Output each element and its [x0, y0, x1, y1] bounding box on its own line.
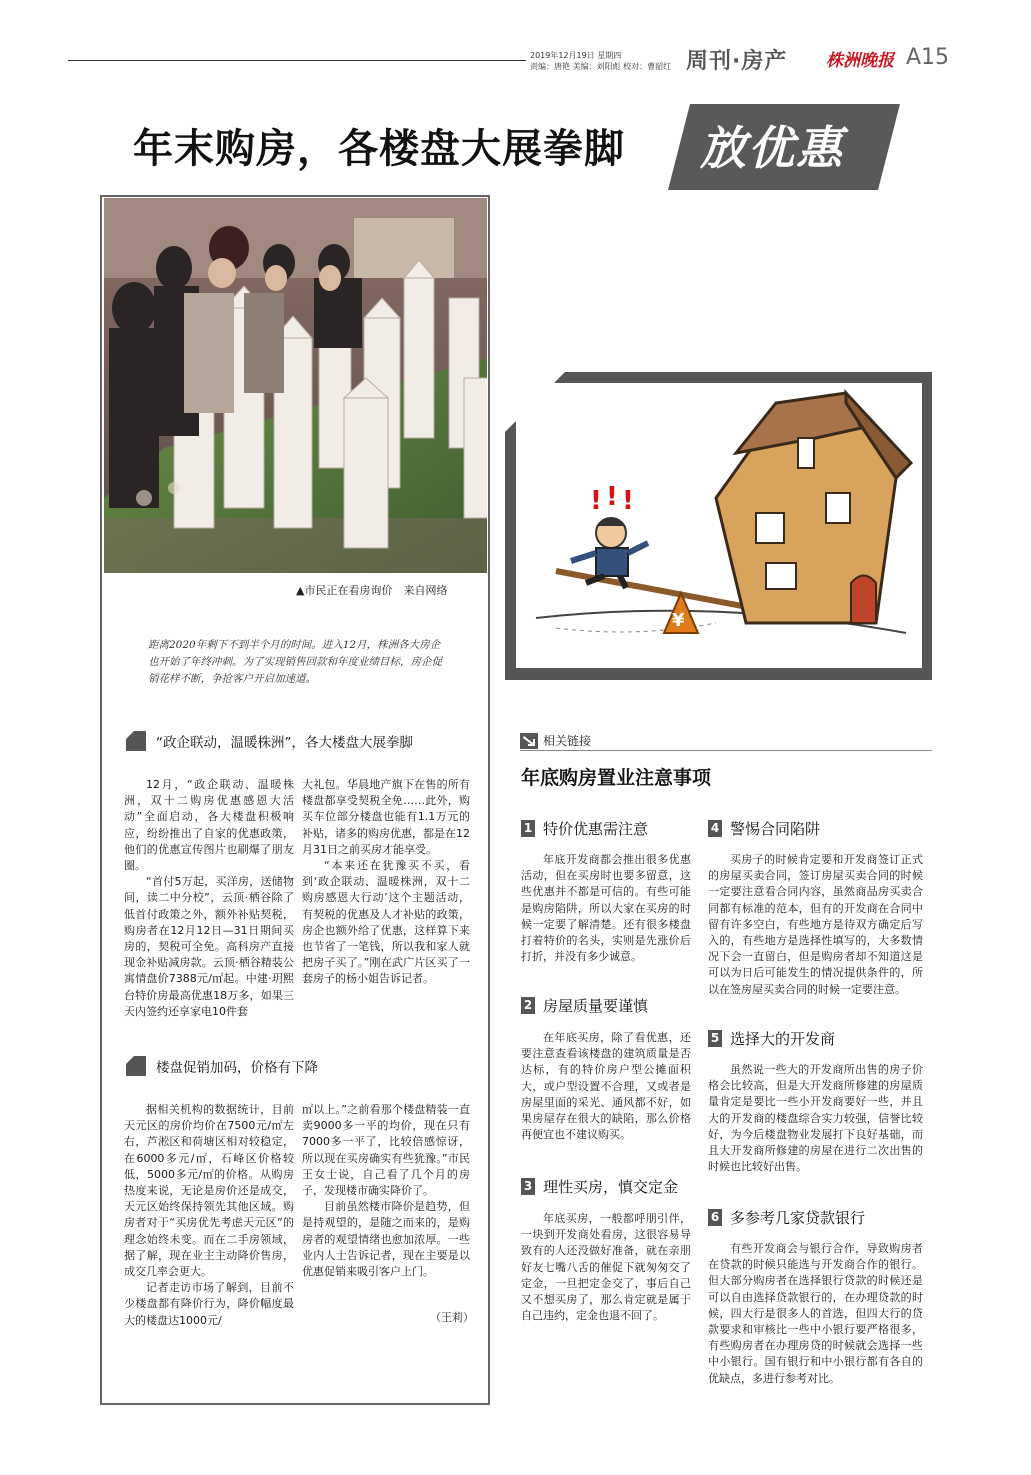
tip-body-5 [708, 1062, 923, 1175]
related-rule [520, 750, 932, 751]
section2-col2 [302, 1102, 470, 1280]
speech-bubble-icon [126, 1056, 146, 1076]
related-link-label: 相关链接 [543, 734, 592, 748]
tip-title: 理性买房，慎交定金 [543, 1178, 679, 1196]
header-rule [68, 60, 526, 61]
paragraph: 记者走访市场了解到，目前不少楼盘都有降价行为，降价幅度最大的楼盘达1000元/ [124, 1281, 294, 1327]
page-number: A15 [906, 45, 950, 70]
related-link-tag [520, 732, 591, 749]
tip-title: 特价优惠需注意 [543, 820, 649, 838]
showroom-photo [104, 198, 487, 573]
editor-line: 责编：唐艳 美编：刘阳彪 校对：曹韶红 [530, 62, 672, 71]
tip-body-2 [521, 1030, 691, 1143]
header-meta [530, 50, 680, 72]
section1-col1 [124, 777, 294, 1020]
tip-body-3 [521, 1211, 691, 1324]
tip-number: 1 [521, 820, 535, 837]
paragraph: 买房子的时候肯定要和开发商签订正式的房屋买卖合同，签订房屋买卖合同的时候一定要注意看合同内容，虽然商品房买卖合同都有标准的范本，但有的开发商在合同中留有许多空白，有些地方是待双方确定后写入的，有些地方是选择性填写的，大多数情况下会一直留白，但是购房者却不知道这是可以为日后可能发生的情况提供条件的，所以在签房屋买卖合同的时候一定要注意。 [708, 853, 923, 996]
tip-body-4 [708, 852, 923, 998]
tip-number: 3 [521, 1178, 535, 1195]
section1-heading [126, 730, 413, 752]
tip-heading-4 [708, 818, 820, 839]
tip-heading-2 [521, 995, 648, 1016]
tip-heading-5 [708, 1028, 835, 1049]
paragraph: 大礼包。华晨地产旗下在售的所有楼盘都享受契税全免……此外，购买车位部分楼盘也能有1.1万元的补贴，诸多的购房优惠，都是在12月31日之前买房才能享受。 [302, 778, 470, 856]
section2-title: 楼盘促销加码，价格有下降 [156, 1060, 318, 1076]
paragraph: 在年底买房，除了看优惠，还要注意查看该楼盘的建筑质量是否达标，有的特价房户型公摊面积大，或户型设置不合理，又或者是房屋里面的采光、通风都不好，如果房屋存在很大的缺陷，那么价格再便宜也不建议购买。 [521, 1031, 691, 1142]
intro-paragraph: 距离2020年剩下不到半个月的时间。进入12月，株洲各大房企也开始了年终冲刺。为了实现销售回款和年度业绩目标，房企促销花样不断，争抢客户开启加速道。 [148, 639, 442, 685]
headline: 年末购房，各楼盘大展拳脚 [133, 126, 625, 172]
paragraph: “本来还在犹豫买不买，看到‘政企联动、温暖株洲，双十二购房感恩大行动’这个主题活动，有契税的优惠及人才补贴的政策，房企也额外给了优惠，这样算下来也节省了一笔钱，所以我和家人就把房子买了。”刚在武广片区买了一套房子的杨小姐告诉记者。 [302, 859, 470, 986]
arrow-icon [520, 733, 538, 749]
section1-col2 [302, 777, 470, 988]
related-title: 年底购房置业注意事项 [521, 767, 712, 789]
svg-text:!: ! [622, 486, 634, 516]
tip-body-1 [521, 852, 691, 965]
tip-title: 警惕合同陷阱 [730, 820, 821, 838]
paragraph: 据相关机构的数据统计，目前天元区的房价均价在7500元/㎡左右，芦淞区和荷塘区相对较稳定，在6000多元/㎡，石峰区价格较低，5000多元/㎡的价格。从购房热度来说，无论是房价还是成交，天元区始终保持领先其他区域。购房者对于“买房优先考虑天元区”的理念始终未变。而在二手房领域，据了解，现在业主主动降价售房，成交几率会更大。 [124, 1103, 294, 1279]
paper-logo: 株洲晚报 [826, 51, 894, 71]
paragraph: 年底买房，一般都呼朋引伴，一块到开发商处看房，这很容易导致有的人还没做好准备，就在亲朋好友七嘴八舌的催促下就匆匆交了定金，一旦把定金交了，事后自己又不想买房了，那么肯定就是属于自己违约，定金也退不回了。 [521, 1212, 691, 1323]
paragraph: ㎡以上。”之前看那个楼盘精装一直卖9000多一平的均价，现在只有7000多一平了，比较倍感惊讶，所以现在买房确实有些犹豫。”市民王女士说，自己看了几个月的房子，发现楼市确实降价了。 [302, 1103, 470, 1198]
photo-caption: ▲市民正在看房询价 来自网络 [296, 584, 448, 597]
tip-title: 房屋质量要谨慎 [543, 997, 649, 1015]
tip-number: 5 [708, 1030, 722, 1047]
svg-text:¥: ¥ [672, 610, 685, 631]
svg-text:!: ! [606, 482, 618, 512]
section2-col1 [124, 1102, 294, 1329]
section-name: 周刊·房产 [686, 49, 788, 74]
tip-number: 4 [708, 820, 722, 837]
paragraph: 有些开发商会与银行合作，导致购房者在贷款的时候只能选与开发商合作的银行。但大部分购房者在选择银行贷款的时候还是可以自由选择贷款银行的，在办理贷款的时候，四大行是很多人的首选，但四大行的贷款要求和审核比一些中小银行要严格很多，有些购房者在办理房贷的时候就会选择一些中小银行。国有银行和中小银行都有各自的优缺点，多进行参考对比。 [708, 1242, 923, 1385]
tip-heading-3 [521, 1176, 678, 1197]
tip-heading-6 [708, 1207, 865, 1228]
svg-text:!: ! [590, 486, 602, 516]
section1-title: “政企联动，温暖株洲”，各大楼盘大展拳脚 [156, 735, 413, 751]
section2-heading [126, 1055, 318, 1077]
paragraph: 目前虽然楼市降价是趋势，但是持观望的，是随之而来的，是购房者的观望情绪也愈加浓厚。一些业内人士告诉记者，现在主要是以优惠促销来吸引客户上门。 [302, 1200, 470, 1279]
tip-title: 选择大的开发商 [730, 1030, 836, 1048]
paragraph: “首付5万起，买洋房，送储物间，读二中分校”，云顶·栖谷除了低首付政策之外，额外补贴契税，购房者在12月12日—31日期间买房的，契税可全免。高科房产直接现金补贴减房款。云顶·栖谷精装公寓情盘价7388元/㎡起。中建·玥熙台特价房最高优惠18万多，如果三天内签约还享家电10件套 [124, 875, 294, 1018]
tip-body-6 [708, 1241, 923, 1387]
author-signature: （王莉） [430, 1311, 474, 1324]
tip-title: 多参考几家贷款银行 [730, 1209, 866, 1227]
tip-heading-1 [521, 818, 648, 839]
tip-number: 6 [708, 1209, 722, 1226]
headline-tag: 放优惠 [700, 121, 844, 175]
paragraph: 虽然说一些大的开发商所出售的房子价格会比较高，但是大开发商所修建的房屋质量肯定是要比一些小开发商要好一些，并且大的开发商的楼盘综合实力较强，信誉比较好，为今后楼盘物业发展打下良好基础，而且大开发商所修建的房屋在进行二次出售的时候也比较好出售。 [708, 1063, 923, 1174]
speech-bubble-icon [126, 731, 146, 751]
paragraph: 年底开发商都会推出很多优惠活动，但在买房时也要多留意，这些优惠并不都是可信的。有些可能是购房陷阱，所以大家在买房的时候一定要了解清楚。还有很多楼盘打着特价的名头，实则是先涨价后打折，并没有多少诚意。 [521, 853, 691, 964]
paragraph: 12月，“政企联动、温暖株洲，双十二购房优惠感恩大活动”全面启动，各大楼盘积极响应，纷纷推出了自家的优惠政策，他们的优惠宣传图片也刷爆了朋友圈。 [124, 778, 294, 873]
tip-number: 2 [521, 997, 535, 1014]
seesaw-house-illustration [516, 383, 922, 668]
date-line: 2019年12月19日 星期四 [530, 51, 622, 60]
